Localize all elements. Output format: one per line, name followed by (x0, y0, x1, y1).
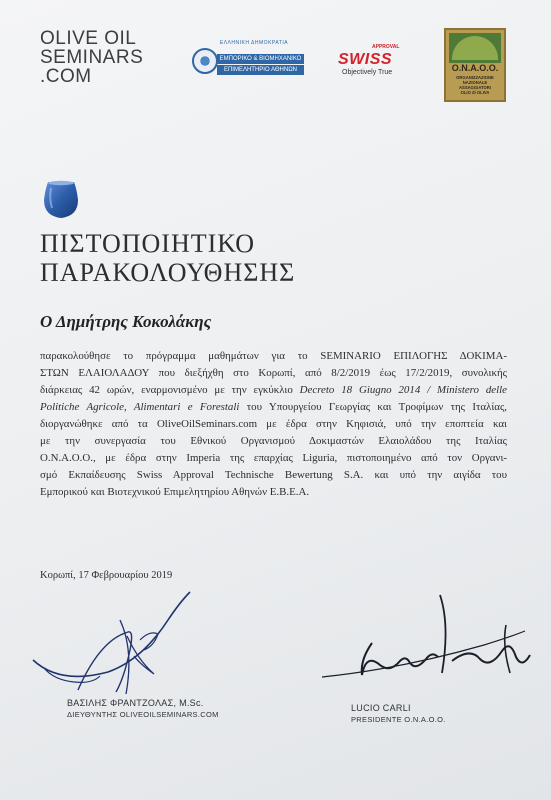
onaoo-acronym: O.N.A.O.O. (451, 63, 499, 73)
swiss-slogan: Objectively True (342, 69, 393, 76)
title-line-2: ΠΑΡΑΚΟΛΟΥΘΗΣΗΣ (40, 258, 296, 287)
swiss-approval-logo (338, 44, 408, 80)
chamber-line-1: ΕΜΠΟΡΙΚΟ & ΒΙΟΜΗΧΑΝΙΚΟ (217, 54, 304, 64)
signer-left-role: ΔΙΕΥΘΥΝΤΗΣ OLIVEOILSEMINARS.COM (67, 710, 219, 719)
signer-left-name: ΒΑΣΙΛΗΣ ΦΡΑΝΤΖΟΛΑΣ, M.Sc. (67, 698, 204, 708)
onaoo-logo (444, 28, 506, 102)
body-line-8: σμό Εκπαίδευσης Swiss Approval Technische Bewertung S.A. και υπό την αιγίδα του (40, 469, 507, 481)
certificate-body (40, 348, 507, 501)
olive-oil-seminars-logo (40, 29, 143, 86)
swiss-tag: APPROVAL (372, 44, 400, 50)
body-line-4: Politiche Agricole, Alimentari e Forestali του Υπουργείου Γεωργίας και Τροφίμων της Ιταλίας, (40, 401, 507, 413)
place-and-date: Κορωπί, 17 Φεβρουαρίου 2019 (40, 570, 173, 581)
onaoo-text: ORGANIZZAZIONE NAZIONALE ASSAGGIATORI OLIO di OLIVA (456, 75, 494, 95)
signer-right-name: LUCIO CARLI (351, 703, 411, 713)
body-line-7: O.N.A.O.O., με έδρα στην Imperia της επαρχίας Liguria, πιστοποιημένο από τον Οργανι- (40, 452, 507, 464)
swiss-wordmark: SWISS (338, 51, 393, 68)
signer-left-block (67, 697, 219, 721)
chamber-line-2: ΕΠΙΜΕΛΗΤΗΡΙΟ ΑΘΗΝΩΝ (217, 65, 304, 75)
signature-left (30, 590, 220, 702)
certificate-title (40, 229, 295, 287)
body-line-6: με την συνεργασία του Εθνικού Οργανισμού Δοκιμαστών Ελαιολάδου της Ιταλίας (40, 435, 507, 447)
body-line-1: παρακολούθησε το πρόγραμμα μαθημάτων για το SEMINARIO ΕΠΙΛΟΓΗΣ ΔΟΚΙΜΑ- (40, 350, 507, 362)
title-line-1: ΠΙΣΤΟΠΟΙΗΤΙΚΟ (40, 229, 256, 258)
signer-right-block (351, 702, 446, 726)
signer-right-role: PRESIDENTE O.N.A.O.O. (351, 715, 446, 724)
signature-right (320, 585, 535, 700)
body-line-3: διάρκειας 42 ωρών, εναρμονισμένο με την εγκύκλιο Decreto 18 Giugno 2014 / Ministero delle (40, 384, 507, 396)
brand-line-3: .COM (40, 66, 92, 87)
body-line-2: ΣΤΩΝ ΕΛΑΙΟΛΑΔΟΥ που διεξήχθη στο Κορωπί, από 8/2/2019 έως 17/2/2019, συνολικής (40, 367, 507, 379)
body-line-9: Εμπορικού και Βιοτεχνικού Επιμελητηρίου Αθηνών Ε.Β.Ε.Α. (40, 486, 310, 498)
brand-line-2: SEMINARS (40, 47, 144, 68)
body-line-5: διοργανώθηκε από τα OliveOilSeminars.com με έδρα στην Κηφισιά, υπό την εποπτεία και (40, 418, 507, 430)
chamber-header-text: ΕΛΛΗΝΙΚΗ ΔΗΜΟΚΡΑΤΙΑ (219, 40, 289, 46)
olive-oil-tasting-glass-icon (42, 180, 80, 222)
athens-chamber-logo (192, 40, 302, 86)
recipient-name: Ο Δημήτρης Κοκολάκης (40, 312, 212, 331)
onaoo-emblem-icon (449, 33, 501, 63)
brand-line-1: OLIVE OIL (40, 28, 137, 49)
chamber-emblem-icon (192, 48, 218, 74)
